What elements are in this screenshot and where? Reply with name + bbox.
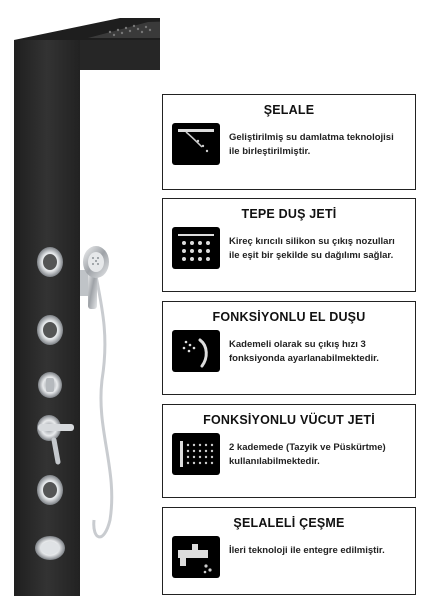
feature-title: TEPE DUŞ JETİ bbox=[241, 207, 337, 221]
feature-line-2: ile birleştirilmiştir. bbox=[229, 146, 311, 157]
feature-title: FONKSİYONLU VÜCUT JETİ bbox=[203, 413, 375, 427]
feature-card-waterfall bbox=[162, 94, 416, 190]
feature-title: ŞELALELİ ÇEŞME bbox=[233, 516, 345, 530]
body-jet-1 bbox=[37, 247, 63, 277]
hand-shower bbox=[80, 246, 112, 537]
feature-line-2: kullanılabilmektedir. bbox=[229, 456, 320, 467]
feature-line-1: Geliştirilmiş su damlatma teknolojisi bbox=[229, 132, 394, 143]
body-jet-3 bbox=[37, 475, 63, 505]
feature-title: FONKSİYONLU EL DUŞU bbox=[212, 310, 366, 324]
feature-card-body-jet bbox=[162, 404, 416, 498]
feature-description bbox=[229, 338, 411, 366]
feature-description bbox=[229, 131, 411, 159]
rain-head bbox=[14, 18, 160, 40]
spout-icon bbox=[172, 536, 220, 578]
feature-description bbox=[229, 235, 411, 263]
feature-line-1: Kademeli olarak su çıkış hızı 3 bbox=[229, 339, 366, 350]
feature-line-1: İleri teknoloji ile entegre edilmiştir. bbox=[229, 545, 385, 556]
body-jet-2 bbox=[37, 315, 63, 345]
waterfall-spout bbox=[35, 536, 65, 560]
feature-line-1: 2 kademede (Tazyik ve Püskürtme) bbox=[229, 442, 386, 453]
feature-card-rain-head bbox=[162, 198, 416, 292]
waterfall-icon bbox=[172, 123, 220, 165]
feature-line-2: ile eşit bir şekilde su dağılımı sağlar. bbox=[229, 250, 394, 261]
shower-panel-image bbox=[0, 0, 160, 600]
feature-description bbox=[229, 544, 411, 558]
hand-shower-icon bbox=[172, 330, 220, 372]
feature-description bbox=[229, 441, 411, 469]
feature-line-1: Kireç kırıcılı silikon su çıkış nozulları bbox=[229, 236, 395, 247]
feature-card-hand-shower bbox=[162, 301, 416, 395]
rain-head-icon bbox=[172, 227, 220, 269]
body-jet-icon bbox=[172, 433, 220, 475]
feature-title: ŞELALE bbox=[263, 103, 315, 117]
feature-line-2: fonksiyonda ayarlanabilmektedir. bbox=[229, 353, 379, 364]
diverter-knob bbox=[38, 372, 62, 398]
feature-card-spout bbox=[162, 507, 416, 595]
